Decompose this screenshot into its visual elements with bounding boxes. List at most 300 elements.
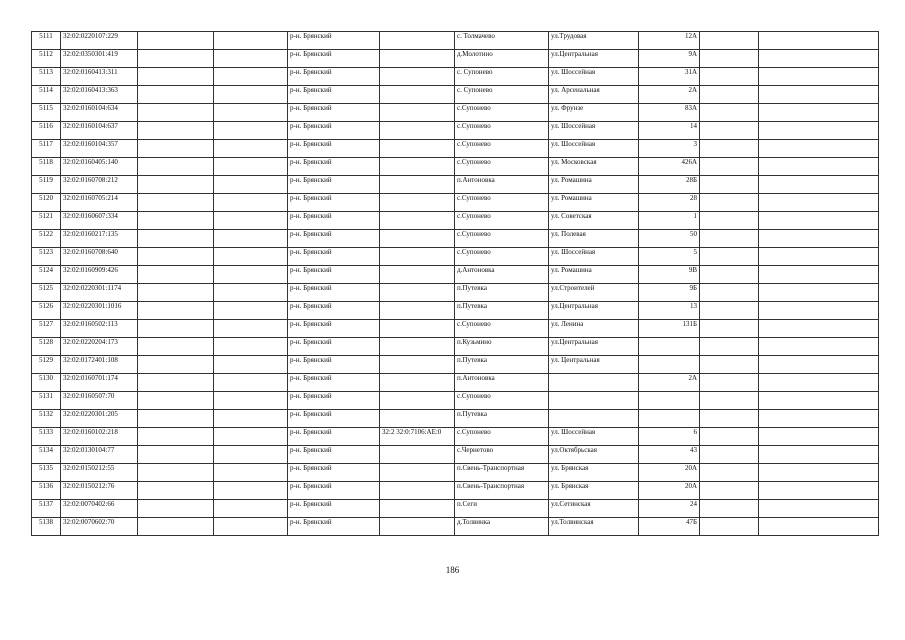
district-cell: р-н. Брянский [288,464,380,482]
house-number-cell: 28 [639,194,700,212]
house-number-cell [639,338,700,356]
district-cell: р-н. Брянский [288,158,380,176]
col-empty-3-cell [700,86,759,104]
cadastral-number-cell: 32:02:0160102:218 [61,428,138,446]
col-empty-3-cell [700,392,759,410]
col-empty-2-cell [214,464,288,482]
district-cell: р-н. Брянский [288,392,380,410]
col-empty-4-cell [759,86,879,104]
cadastral-number-cell: 32:02:0160104:357 [61,140,138,158]
extra-code-cell [380,122,455,140]
house-number-cell: 28Б [639,176,700,194]
col-empty-1-cell [138,230,214,248]
cadastral-number-cell: 32:02:0160708:212 [61,176,138,194]
street-cell [549,374,639,392]
district-cell: р-н. Брянский [288,428,380,446]
district-cell: р-н. Брянский [288,518,380,536]
col-empty-1-cell [138,356,214,374]
col-empty-4-cell [759,158,879,176]
house-number-cell: 31А [639,68,700,86]
row-number-cell: 5114 [32,86,61,104]
col-empty-2-cell [214,500,288,518]
extra-code-cell [380,284,455,302]
col-empty-1-cell [138,428,214,446]
district-cell: р-н. Брянский [288,104,380,122]
col-empty-4-cell [759,230,879,248]
col-empty-2-cell [214,230,288,248]
table-row [32,194,879,212]
row-number-cell: 5131 [32,392,61,410]
col-empty-3-cell [700,176,759,194]
street-cell: ул. Шоссейная [549,428,639,446]
col-empty-4-cell [759,212,879,230]
extra-code-cell [380,140,455,158]
col-empty-2-cell [214,338,288,356]
table-row [32,248,879,266]
col-empty-4-cell [759,518,879,536]
street-cell: ул. Брянская [549,464,639,482]
extra-code-cell [380,230,455,248]
col-empty-2-cell [214,518,288,536]
col-empty-2-cell [214,320,288,338]
extra-code-cell [380,266,455,284]
col-empty-3-cell [700,32,759,50]
house-number-cell: 3 [639,140,700,158]
district-cell: р-н. Брянский [288,446,380,464]
col-empty-4-cell [759,248,879,266]
col-empty-1-cell [138,104,214,122]
district-cell: р-н. Брянский [288,86,380,104]
col-empty-1-cell [138,68,214,86]
table-row [32,392,879,410]
col-empty-2-cell [214,32,288,50]
col-empty-3-cell [700,428,759,446]
table-row [32,86,879,104]
house-number-cell: 20А [639,482,700,500]
col-empty-2-cell [214,86,288,104]
col-empty-4-cell [759,284,879,302]
col-empty-4-cell [759,140,879,158]
extra-code-cell [380,392,455,410]
district-cell: р-н. Брянский [288,212,380,230]
street-cell: ул.Центральная [549,302,639,320]
cadastral-number-cell: 32:02:0160413:363 [61,86,138,104]
district-cell: р-н. Брянский [288,194,380,212]
house-number-cell [639,392,700,410]
extra-code-cell [380,158,455,176]
table-row [32,122,879,140]
extra-code-cell [380,50,455,68]
district-cell: р-н. Брянский [288,266,380,284]
settlement-cell: п.Свень-Транспортная [455,464,549,482]
district-cell: р-н. Брянский [288,32,380,50]
cadastral-number-cell: 32:02:0150212:76 [61,482,138,500]
cadastral-number-cell: 32:02:0220301:1016 [61,302,138,320]
table-row [32,32,879,50]
cadastral-number-cell: 32:02:0150212:55 [61,464,138,482]
extra-code-cell: 32:2 32:0:7106:АЕ:0 [380,428,455,446]
extra-code-cell [380,32,455,50]
table-row [32,320,879,338]
col-empty-3-cell [700,500,759,518]
extra-code-cell [380,320,455,338]
col-empty-4-cell [759,374,879,392]
col-empty-1-cell [138,482,214,500]
col-empty-2-cell [214,482,288,500]
col-empty-2-cell [214,194,288,212]
district-cell: р-н. Брянский [288,302,380,320]
col-empty-2-cell [214,176,288,194]
house-number-cell: 2А [639,86,700,104]
table-row [32,482,879,500]
col-empty-3-cell [700,50,759,68]
table-row [32,518,879,536]
settlement-cell: с.Супонево [455,212,549,230]
street-cell: ул. Арсенальная [549,86,639,104]
district-cell: р-н. Брянский [288,230,380,248]
row-number-cell: 5123 [32,248,61,266]
settlement-cell: с.Супонево [455,104,549,122]
col-empty-4-cell [759,50,879,68]
col-empty-3-cell [700,230,759,248]
row-number-cell: 5115 [32,104,61,122]
settlement-cell: с.Супонево [455,248,549,266]
extra-code-cell [380,410,455,428]
street-cell: ул.Сетинская [549,500,639,518]
house-number-cell: 9А [639,50,700,68]
col-empty-4-cell [759,68,879,86]
row-number-cell: 5128 [32,338,61,356]
col-empty-1-cell [138,248,214,266]
street-cell: ул. Шоссейная [549,68,639,86]
table-row [32,464,879,482]
extra-code-cell [380,518,455,536]
col-empty-4-cell [759,356,879,374]
col-empty-1-cell [138,50,214,68]
street-cell: ул.Строителей [549,284,639,302]
table-row [32,374,879,392]
extra-code-cell [380,212,455,230]
row-number-cell: 5134 [32,446,61,464]
col-empty-1-cell [138,500,214,518]
col-empty-3-cell [700,518,759,536]
row-number-cell: 5137 [32,500,61,518]
district-cell: р-н. Брянский [288,356,380,374]
table-row [32,302,879,320]
extra-code-cell [380,500,455,518]
col-empty-3-cell [700,284,759,302]
col-empty-1-cell [138,122,214,140]
col-empty-2-cell [214,374,288,392]
street-cell: ул. Полевая [549,230,639,248]
settlement-cell: д.Антоновка [455,266,549,284]
house-number-cell: 1 [639,212,700,230]
house-number-cell: 50 [639,230,700,248]
col-empty-3-cell [700,482,759,500]
street-cell: ул. Брянская [549,482,639,500]
col-empty-2-cell [214,356,288,374]
col-empty-2-cell [214,248,288,266]
house-number-cell: 20А [639,464,700,482]
settlement-cell: п.Антоновка [455,176,549,194]
cadastral-number-cell: 32:02:0070602:70 [61,518,138,536]
col-empty-2-cell [214,158,288,176]
col-empty-1-cell [138,32,214,50]
street-cell: ул. Ромашина [549,176,639,194]
cadastral-number-cell: 32:02:0160507:70 [61,392,138,410]
row-number-cell: 5112 [32,50,61,68]
district-cell: р-н. Брянский [288,68,380,86]
row-number-cell: 5136 [32,482,61,500]
page-number: 186 [445,565,460,575]
settlement-cell: с.Супонево [455,194,549,212]
col-empty-1-cell [138,374,214,392]
col-empty-3-cell [700,212,759,230]
col-empty-4-cell [759,446,879,464]
house-number-cell: 9В [639,266,700,284]
col-empty-2-cell [214,446,288,464]
col-empty-3-cell [700,464,759,482]
street-cell: ул. Ленина [549,320,639,338]
extra-code-cell [380,104,455,122]
extra-code-cell [380,176,455,194]
col-empty-1-cell [138,158,214,176]
settlement-cell: с.Супонево [455,140,549,158]
extra-code-cell [380,338,455,356]
street-cell: ул. Шоссейная [549,140,639,158]
row-number-cell: 5135 [32,464,61,482]
settlement-cell: п.Путевка [455,302,549,320]
street-cell: ул. Центральная [549,356,639,374]
row-number-cell: 5129 [32,356,61,374]
table-row [32,284,879,302]
row-number-cell: 5116 [32,122,61,140]
cadastral-number-cell: 32:02:0070402:66 [61,500,138,518]
extra-code-cell [380,68,455,86]
col-empty-3-cell [700,302,759,320]
district-cell: р-н. Брянский [288,338,380,356]
settlement-cell: с.Супонево [455,158,549,176]
house-number-cell: 13 [639,302,700,320]
table-row [32,176,879,194]
col-empty-4-cell [759,32,879,50]
settlement-cell: с. Супонево [455,86,549,104]
house-number-cell [639,410,700,428]
extra-code-cell [380,374,455,392]
extra-code-cell [380,464,455,482]
cadastral-number-cell: 32:02:0220301:205 [61,410,138,428]
house-number-cell: 5 [639,248,700,266]
cadastral-number-cell: 32:02:0160607:334 [61,212,138,230]
district-cell: р-н. Брянский [288,284,380,302]
district-cell: р-н. Брянский [288,482,380,500]
district-cell: р-н. Брянский [288,500,380,518]
cadastral-number-cell: 32:02:0160217:135 [61,230,138,248]
cadastral-number-cell: 32:02:0160413:311 [61,68,138,86]
cadastral-number-cell: 32:02:0350301:419 [61,50,138,68]
district-cell: р-н. Брянский [288,374,380,392]
col-empty-3-cell [700,266,759,284]
district-cell: р-н. Брянский [288,50,380,68]
table-row [32,212,879,230]
house-number-cell: 43 [639,446,700,464]
settlement-cell: д.Толвинка [455,518,549,536]
row-number-cell: 5130 [32,374,61,392]
table-row [32,230,879,248]
house-number-cell [639,356,700,374]
settlement-cell: п.Путевка [455,410,549,428]
table-row [32,68,879,86]
house-number-cell: 83А [639,104,700,122]
street-cell: ул.Толвинская [549,518,639,536]
row-number-cell: 5118 [32,158,61,176]
settlement-cell: с.Чернетово [455,446,549,464]
row-number-cell: 5117 [32,140,61,158]
house-number-cell: 426А [639,158,700,176]
col-empty-1-cell [138,284,214,302]
cadastral-number-cell: 32:02:0160405:140 [61,158,138,176]
table-row [32,410,879,428]
row-number-cell: 5126 [32,302,61,320]
row-number-cell: 5124 [32,266,61,284]
col-empty-1-cell [138,302,214,320]
street-cell [549,392,639,410]
col-empty-1-cell [138,446,214,464]
col-empty-3-cell [700,374,759,392]
col-empty-4-cell [759,194,879,212]
settlement-cell: с.Супонево [455,392,549,410]
house-number-cell: 131Б [639,320,700,338]
cadastral-number-cell: 32:02:0160701:174 [61,374,138,392]
col-empty-2-cell [214,122,288,140]
col-empty-4-cell [759,410,879,428]
col-empty-1-cell [138,140,214,158]
table-row [32,500,879,518]
table-row [32,158,879,176]
extra-code-cell [380,482,455,500]
district-cell: р-н. Брянский [288,140,380,158]
col-empty-2-cell [214,284,288,302]
col-empty-1-cell [138,266,214,284]
street-cell [549,410,639,428]
col-empty-4-cell [759,428,879,446]
col-empty-3-cell [700,410,759,428]
cadastral-number-cell: 32:02:0160502:113 [61,320,138,338]
settlement-cell: п.Путевка [455,356,549,374]
street-cell: ул.Трудовая [549,32,639,50]
col-empty-2-cell [214,392,288,410]
cadastral-number-cell: 32:02:0160104:634 [61,104,138,122]
table-row [32,428,879,446]
street-cell: ул.Центральная [549,338,639,356]
house-number-cell: 2А [639,374,700,392]
col-empty-1-cell [138,410,214,428]
district-cell: р-н. Брянский [288,320,380,338]
street-cell: ул. Шоссейная [549,248,639,266]
table-row [32,50,879,68]
house-number-cell: 14 [639,122,700,140]
col-empty-3-cell [700,158,759,176]
row-number-cell: 5125 [32,284,61,302]
col-empty-2-cell [214,140,288,158]
row-number-cell: 5132 [32,410,61,428]
row-number-cell: 5138 [32,518,61,536]
row-number-cell: 5120 [32,194,61,212]
street-cell: ул. Ромашина [549,194,639,212]
house-number-cell: 12А [639,32,700,50]
register-rows [32,32,879,536]
street-cell: ул.Центральная [549,50,639,68]
row-number-cell: 5113 [32,68,61,86]
col-empty-4-cell [759,320,879,338]
settlement-cell: с. Толмачево [455,32,549,50]
district-cell: р-н. Брянский [288,122,380,140]
col-empty-4-cell [759,392,879,410]
settlement-cell: д.Молотино [455,50,549,68]
col-empty-4-cell [759,176,879,194]
house-number-cell: 9Б [639,284,700,302]
col-empty-4-cell [759,338,879,356]
settlement-cell: с.Супонево [455,122,549,140]
extra-code-cell [380,356,455,374]
extra-code-cell [380,194,455,212]
col-empty-1-cell [138,212,214,230]
settlement-cell: с. Супонево [455,68,549,86]
cadastral-number-cell: 32:02:0220204:173 [61,338,138,356]
col-empty-2-cell [214,266,288,284]
cadastral-number-cell: 32:02:0160909:426 [61,266,138,284]
cadastral-number-cell: 32:02:0160708:640 [61,248,138,266]
settlement-cell: с.Супонево [455,428,549,446]
street-cell: ул. Фрунзе [549,104,639,122]
cadastral-number-cell: 32:02:0160705:214 [61,194,138,212]
col-empty-2-cell [214,428,288,446]
col-empty-1-cell [138,320,214,338]
col-empty-1-cell [138,86,214,104]
col-empty-4-cell [759,104,879,122]
col-empty-1-cell [138,392,214,410]
cadastral-number-cell: 32:02:0160104:637 [61,122,138,140]
table-row [32,446,879,464]
settlement-cell: п.Путевка [455,284,549,302]
row-number-cell: 5127 [32,320,61,338]
table-row [32,140,879,158]
col-empty-2-cell [214,50,288,68]
col-empty-4-cell [759,122,879,140]
col-empty-3-cell [700,338,759,356]
street-cell: ул.Октябрьская [549,446,639,464]
row-number-cell: 5122 [32,230,61,248]
settlement-cell: с.Супонево [455,320,549,338]
register-table [31,31,879,536]
col-empty-2-cell [214,212,288,230]
col-empty-4-cell [759,302,879,320]
cadastral-number-cell: 32:02:0172401:108 [61,356,138,374]
col-empty-3-cell [700,122,759,140]
col-empty-3-cell [700,446,759,464]
col-empty-3-cell [700,320,759,338]
col-empty-3-cell [700,356,759,374]
row-number-cell: 5119 [32,176,61,194]
col-empty-4-cell [759,500,879,518]
col-empty-1-cell [138,518,214,536]
house-number-cell: 6 [639,428,700,446]
extra-code-cell [380,302,455,320]
extra-code-cell [380,86,455,104]
settlement-cell: п.Свень-Транспортная [455,482,549,500]
cadastral-number-cell: 32:02:0130104:77 [61,446,138,464]
col-empty-1-cell [138,464,214,482]
